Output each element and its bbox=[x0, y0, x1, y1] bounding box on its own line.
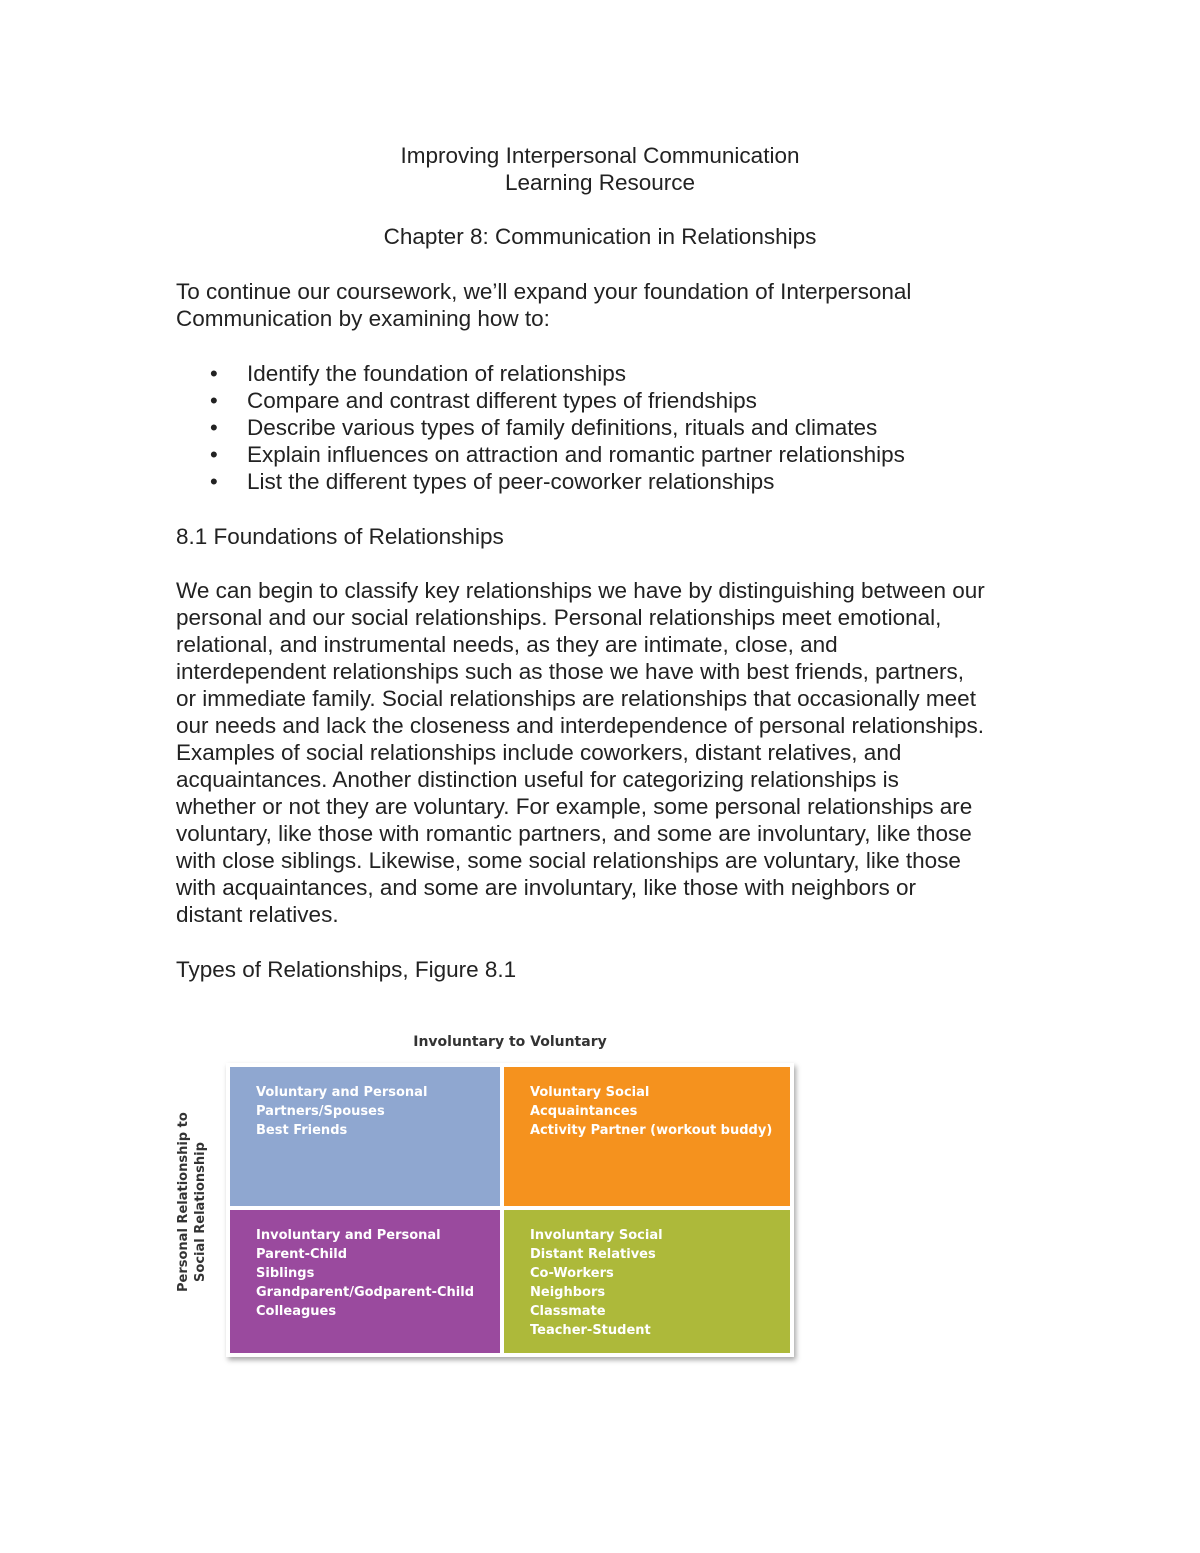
paragraph-line: relational, and instrumental needs, as they are intimate, close, and bbox=[176, 632, 838, 657]
objectives-list bbox=[176, 360, 1056, 495]
paragraph-line: with close siblings. Likewise, some social relationships are voluntary, like those bbox=[176, 848, 961, 873]
quadrant-item: Distant Relatives bbox=[530, 1247, 656, 1262]
paragraph-line: whether or not they are voluntary. For example, some personal relationships are bbox=[176, 794, 973, 819]
quadrant-item: Teacher-Student bbox=[530, 1323, 651, 1338]
figure-title: Involuntary to Voluntary bbox=[413, 1034, 607, 1050]
paragraph-line: We can begin to classify key relationships we have by distinguishing between our bbox=[176, 578, 985, 603]
bullet-icon: • bbox=[210, 469, 218, 494]
paragraph-line: or immediate family. Social relationships are relationships that occasionally meet bbox=[176, 686, 976, 711]
y-axis-label bbox=[175, 1112, 211, 1292]
quadrant-item: Neighbors bbox=[530, 1285, 606, 1300]
chapter-heading: Chapter 8: Communication in Relationships bbox=[383, 224, 817, 249]
quadrant-heading: Involuntary Social bbox=[530, 1228, 663, 1243]
list-item bbox=[176, 414, 1056, 441]
y-axis-label-line: Social Relationship bbox=[193, 1142, 208, 1282]
paragraph-line: personal and our social relationships. Personal relationships meet emotional, bbox=[176, 605, 942, 630]
list-item bbox=[176, 360, 1056, 387]
bullet-icon: • bbox=[210, 415, 218, 440]
paragraph-line: Examples of social relationships include coworkers, distant relatives, and bbox=[176, 740, 902, 765]
intro-line: To continue our coursework, we’ll expand your foundation of Interpersonal bbox=[176, 279, 912, 304]
document-title: Improving Interpersonal Communication bbox=[400, 143, 800, 168]
relationship-quadrant-grid bbox=[226, 1063, 794, 1357]
quadrant-heading: Voluntary Social bbox=[530, 1085, 650, 1100]
document-subtitle: Learning Resource bbox=[504, 170, 696, 195]
quadrant-voluntary-personal bbox=[230, 1067, 500, 1206]
quadrant-item: Activity Partner (workout buddy) bbox=[530, 1123, 773, 1138]
quadrant-item: Best Friends bbox=[256, 1123, 348, 1138]
bullet-icon: • bbox=[210, 361, 218, 386]
quadrant-item: Co-Workers bbox=[530, 1266, 614, 1281]
paragraph-line: acquaintances. Another distinction useful for categorizing relationships is bbox=[176, 767, 899, 792]
objective-text: Describe various types of family definitions, rituals and climates bbox=[247, 415, 878, 440]
paragraph-line: voluntary, like those with romantic partners, and some are involuntary, like those bbox=[176, 821, 972, 846]
bullet-icon: • bbox=[210, 388, 218, 413]
quadrant-involuntary-social bbox=[504, 1210, 790, 1353]
paragraph-line: our needs and lack the closeness and interdependence of personal relationships. bbox=[176, 713, 985, 738]
section-heading: 8.1 Foundations of Relationships bbox=[176, 524, 504, 549]
quadrant-item: Parent-Child bbox=[256, 1247, 348, 1262]
list-item bbox=[176, 441, 1056, 468]
quadrant-item: Classmate bbox=[530, 1304, 606, 1319]
paragraph-line: interdependent relationships such as those we have with best friends, partners, bbox=[176, 659, 964, 684]
objective-text: Compare and contrast different types of friendships bbox=[247, 388, 757, 413]
quadrant-item: Grandparent/Godparent-Child bbox=[256, 1285, 475, 1300]
quadrant-item: Partners/Spouses bbox=[256, 1104, 385, 1119]
intro-paragraph bbox=[176, 278, 1056, 332]
quadrant-involuntary-personal bbox=[230, 1210, 500, 1353]
list-item bbox=[176, 468, 1056, 495]
bullet-icon: • bbox=[210, 442, 218, 467]
section-paragraph bbox=[176, 577, 1056, 928]
quadrant-voluntary-social bbox=[504, 1067, 790, 1206]
quadrant-item: Colleagues bbox=[256, 1304, 337, 1319]
paragraph-line: distant relatives. bbox=[176, 902, 339, 927]
list-item bbox=[176, 387, 1056, 414]
quadrant-item: Siblings bbox=[256, 1266, 315, 1281]
objective-text: List the different types of peer-coworker relationships bbox=[247, 469, 775, 494]
y-axis-label-line: Personal Relationship to bbox=[176, 1112, 191, 1292]
quadrant-heading: Voluntary and Personal bbox=[256, 1085, 428, 1100]
objective-text: Explain influences on attraction and romantic partner relationships bbox=[247, 442, 905, 467]
quadrant-item: Acquaintances bbox=[530, 1104, 638, 1119]
figure-caption: Types of Relationships, Figure 8.1 bbox=[176, 957, 517, 982]
objective-text: Identify the foundation of relationships bbox=[247, 361, 627, 386]
paragraph-line: with acquaintances, and some are involuntary, like those with neighbors or bbox=[176, 875, 916, 900]
intro-line: Communication by examining how to: bbox=[176, 306, 550, 331]
quadrant-heading: Involuntary and Personal bbox=[256, 1228, 441, 1243]
